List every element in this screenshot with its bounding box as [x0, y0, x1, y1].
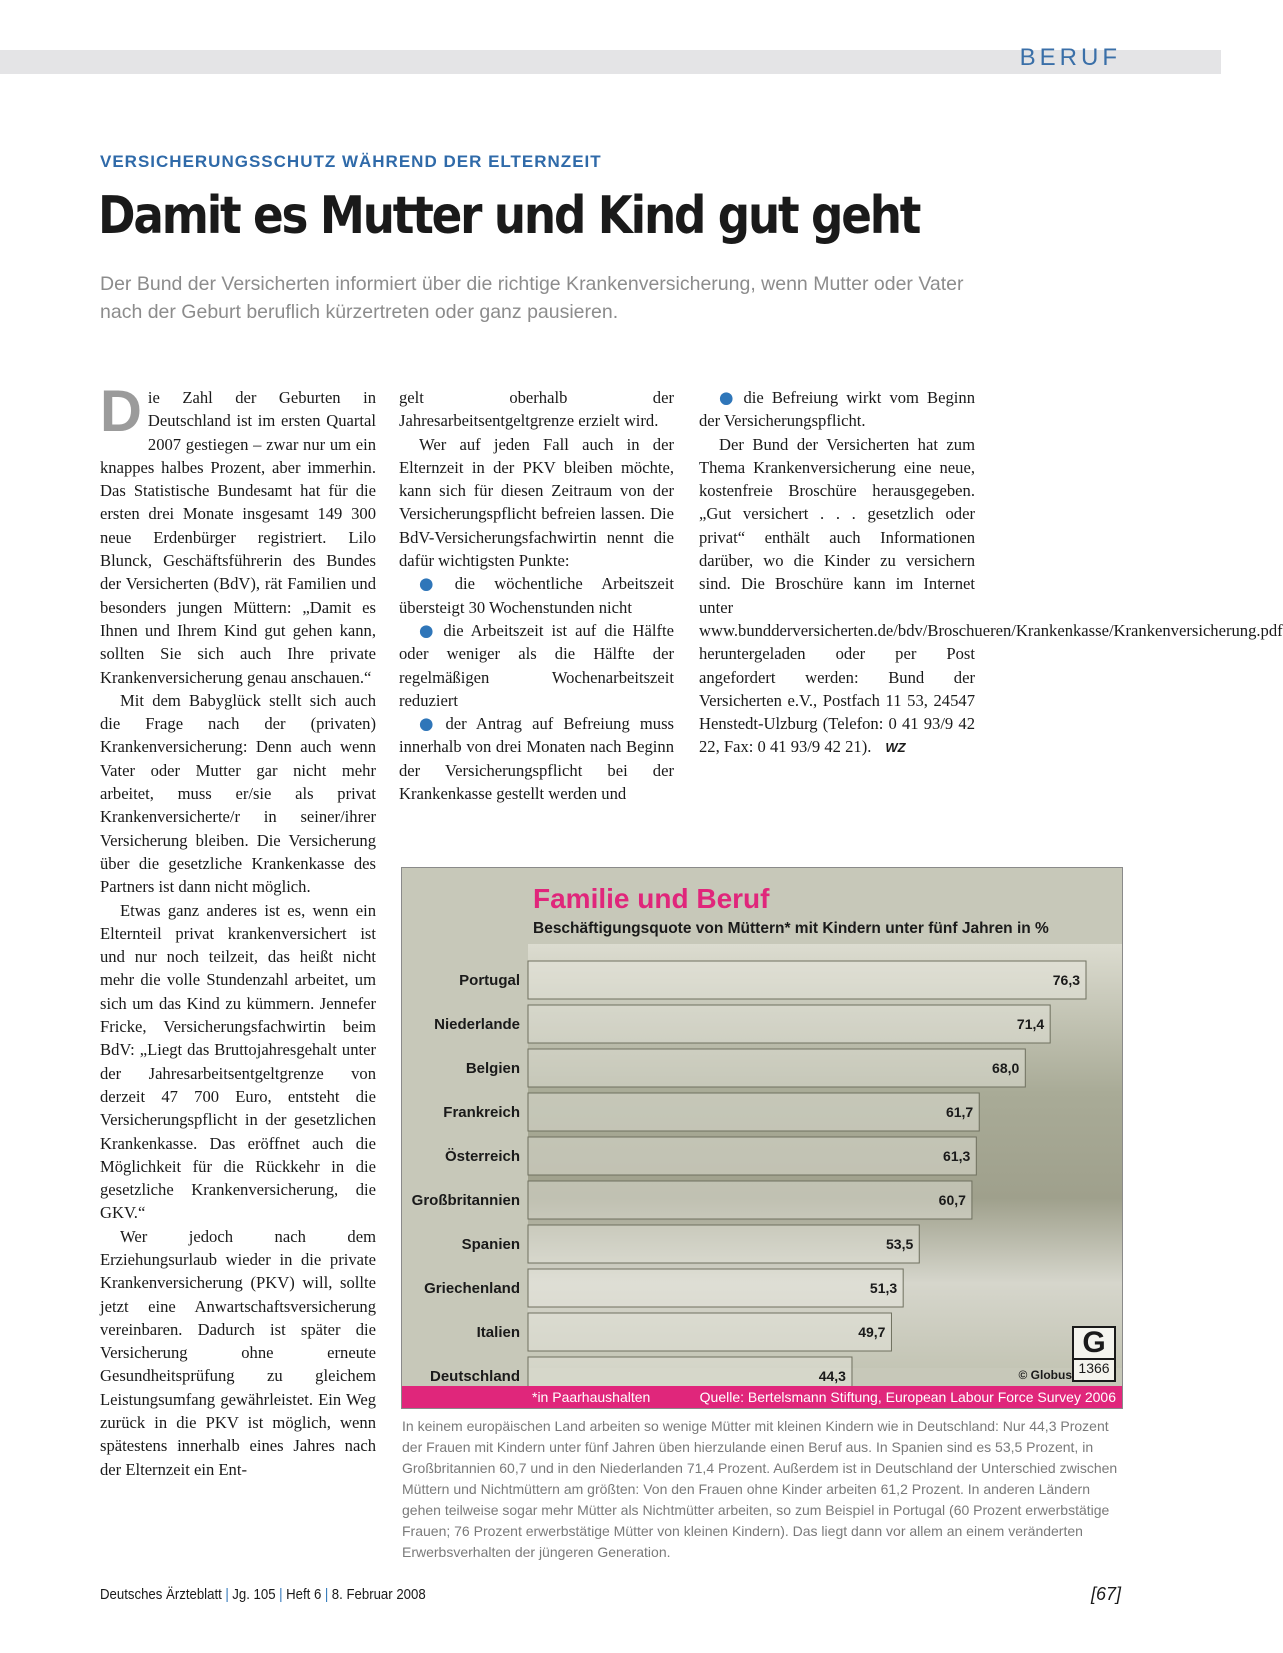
- category-label: Griechenland: [424, 1280, 520, 1297]
- paragraph: Wer auf jeden Fall auch in der Elternzeit in der PKV bleiben möchte, kann sich für diesen Zeitraum von der Versicherungspflicht befreien lassen. Die BdV-Versicherungsfachwirtin nennt die dafür wichtigsten Punkte:: [399, 434, 674, 571]
- paragraph: [100, 379, 376, 689]
- text-column-1: [100, 379, 376, 1481]
- bullet-text: die Arbeitszeit ist auf die Hälfte oder weniger als die Hälfte der regelmäßigen Wochenarbeitszeit reduziert: [399, 620, 675, 710]
- journal-volume: Jg. 105: [232, 1586, 276, 1603]
- bullet-item: [399, 619, 674, 712]
- bar: [528, 961, 1086, 999]
- author-initials: WZ: [885, 740, 906, 756]
- page-number: [67]: [1090, 1584, 1121, 1604]
- bullet-item: [399, 572, 674, 619]
- chart-source: Quelle: Bertelsmann Stiftung, European Labour Force Survey 2006: [699, 1389, 1116, 1405]
- bar: [528, 1181, 972, 1219]
- chart-footnote: *in Paarhaushalten: [532, 1389, 651, 1405]
- bar: [528, 1093, 979, 1131]
- journal-name: Deutsches Ärzteblatt: [100, 1586, 222, 1603]
- category-label: Portugal: [459, 972, 520, 989]
- footer-separator: |: [324, 1586, 329, 1603]
- value-label: 61,7: [945, 1104, 974, 1120]
- value-label: 60,7: [938, 1192, 966, 1208]
- paragraph-text: ie Zahl der Geburten in Deutschland ist im ersten Quartal 2007 gestiegen – zwar nur um ein knappes halbes Prozent, aber immerhin. Das Statistische Bundesamt hat für die ersten drei Monate insgesamt 149 300 neue Erdenbürger registriert. Lilo Blunck, Geschäftsführerin des Bundes der Versicherten (BdV), rät Familien und besonders jungen Müttern: „Damit es Ihnen und Ihrem Kind gut gehen kann, sollten Sie sich auch Ihre private Krankenversicherung genau anschauen.“: [100, 388, 376, 687]
- figure-caption: In keinem europäischen Land arbeiten so wenige Mütter mit kleinen Kindern wie in Deutschland: Nur 44,3 Prozent der Frauen mit Kindern unter fünf Jahren üben hierzulande einen Beruf aus. In Spanien sind es 53,5 Prozent, in Großbritannien 60,7 und in den Niederlanden 71,4 Prozent. Außerdem ist in Deutschland der Unterschied zwischen Müttern und Nichtmüttern am größten: Von den Frauen ohne Kinder arbeiten 61,2 Prozent. In anderen Ländern gehen teilweise sogar mehr Mütter als Nichtmütter arbeiten, so zum Beispiel in Portugal (60 Prozent erwerbstätige Frauen; 76 Prozent erwerbstätige Mütter von kleinen Kindern). Das liegt dann vor allem an einem veränderten Erwerbsverhalten der jüngeren Generation.: [402, 1418, 1118, 1560]
- drop-cap: D: [100, 379, 142, 444]
- bar-chart: [402, 868, 1122, 1408]
- paragraph: Mit dem Babyglück stellt sich auch die Frage nach der (privaten) Krankenversicherung: Denn auch wenn Vater oder Mutter gar nicht mehr arbeitet, muss er/sie als privat Krankenversicherte/r in seiner/ihrer Versicherung bleiben. Die Versicherung über die gesetzliche Krankenkasse des Partners ist dann nicht möglich.: [100, 690, 376, 897]
- value-label: 61,3: [943, 1148, 971, 1164]
- category-label: Frankreich: [443, 1104, 520, 1121]
- bar: [528, 1049, 1025, 1087]
- paragraph: Etwas ganz anderes ist es, wenn ein Elternteil privat krankenversichert ist und nur noch teilzeit, das heißt nicht mehr die volle Stundenzahl arbeitet, um sich um das Kind zu kümmern. Jennefer Fricke, Versicherungsfachwirtin beim BdV: „Liegt das Bruttojahresgehalt unter der Jahresarbeitsentgeltgrenze von derzeit 47 700 Euro, entsteht die Versicherungspflicht in der gesetzlichen Krankenkasse. Das eröffnet auch die Möglichkeit für die Rückkehr in die gesetzliche Krankenversicherung, die GKV.“: [100, 900, 376, 1223]
- globus-logo-letter: G: [1082, 1326, 1106, 1359]
- bullet-text: die Befreiung wirkt vom Beginn der Versicherungspflicht.: [699, 388, 975, 431]
- article-lede: Der Bund der Versicherten informiert über die richtige Krankenversicherung, wenn Mutter oder Vater nach der Geburt beruflich kürzertreten oder ganz pausieren.: [100, 273, 964, 323]
- bar: [528, 1005, 1050, 1043]
- globus-logo: [1072, 1326, 1116, 1382]
- chart-footer-band: [402, 1386, 1122, 1408]
- category-label: Niederlande: [434, 1016, 520, 1033]
- paragraph: Wer jedoch nach dem Erziehungsurlaub wieder in die private Krankenversicherung (PKV) will, sollte jetzt eine Anwartschaftsversicherung vereinbaren. Dadurch ist später die Versicherung ohne erneute Gesundheitsprüfung zu gleichem Leistungsumfang gewährleistet. Ein Weg zurück in die PKV ist möglich, wenn spätestens innerhalb eines Jahres nach der Elternzeit ein Ent-: [100, 1226, 376, 1479]
- text-column-3: [699, 386, 1283, 760]
- bullet-icon: ●: [419, 574, 449, 594]
- chart-figure: [401, 867, 1123, 1409]
- bullet-text: der Antrag auf Befreiung muss innerhalb von drei Monaten nach Beginn der Versicherungspflicht bei der Krankenkasse gestellt werden und: [399, 714, 674, 804]
- paragraph: gelt oberhalb der Jahresarbeitsentgeltgrenze erzielt wird.: [399, 388, 674, 431]
- article-kicker: VERSICHERUNGSSCHUTZ WÄHREND DER ELTERNZEIT: [100, 152, 602, 171]
- globus-number: 1366: [1074, 1358, 1114, 1376]
- footer-separator: |: [279, 1586, 283, 1603]
- value-label: 71,4: [1016, 1016, 1045, 1032]
- footer-separator: |: [225, 1586, 229, 1603]
- value-label: 68,0: [992, 1060, 1020, 1076]
- value-label: 76,3: [1052, 972, 1080, 988]
- paragraph: [699, 433, 1283, 760]
- journal-issue: Heft 6: [286, 1586, 322, 1603]
- bullet-icon: ●: [419, 714, 440, 734]
- category-label: Deutschland: [429, 1368, 520, 1385]
- page-footer: [100, 1586, 426, 1603]
- chart-credit: © Globus: [1018, 1368, 1072, 1382]
- bullet-icon: ●: [719, 388, 738, 407]
- value-label: 53,5: [886, 1236, 914, 1252]
- bullet-text: die wöchentliche Arbeitszeit übersteigt 30 Wochenstunden nicht: [399, 574, 674, 617]
- bullet-item: [399, 712, 674, 805]
- bar: [528, 1137, 976, 1175]
- bar: [528, 1269, 903, 1307]
- paragraph-text: Der Bund der Versicherten hat zum Thema Krankenversicherung eine neue, kostenfreie Broschüre herausgegeben. „Gut versichert . . . gesetzlich oder privat“ enthält auch Informationen darüber, wo die Kinder zu versichern sind. Die Broschüre kann im Internet unter www.bundderversicherten.de/bdv/Broschueren/Krankenkasse/Krankenversicherung.pdf heruntergeladen oder per Post angefordert werden: Bund der Versicherten e.V., Postfach 11 53, 24547 Henstedt-Ulzburg (Telefon: 0 41 93/9 42 22, Fax: 0 41 93/9 42 21).: [699, 434, 1283, 757]
- value-label: 51,3: [869, 1280, 898, 1296]
- category-label: Belgien: [465, 1060, 520, 1077]
- value-label: 44,3: [818, 1368, 846, 1384]
- chart-subtitle: Beschäftigungsquote von Müttern* mit Kindern unter fünf Jahren in %: [533, 920, 1049, 937]
- bar: [528, 1313, 891, 1351]
- value-label: 49,7: [858, 1324, 886, 1340]
- category-label: Spanien: [461, 1236, 520, 1253]
- article-title: Damit es Mutter und Kind gut geht: [98, 186, 920, 246]
- category-label: Italien: [476, 1324, 520, 1341]
- text-column-2: [399, 386, 674, 805]
- bar: [528, 1225, 919, 1263]
- bullet-icon: ●: [419, 620, 438, 640]
- journal-date: 8. Februar 2008: [331, 1586, 426, 1603]
- category-label: Großbritannien: [411, 1192, 520, 1209]
- section-label: BERUF: [1019, 44, 1121, 71]
- chart-title: Familie und Beruf: [533, 883, 770, 914]
- category-label: Österreich: [444, 1148, 520, 1165]
- bullet-item: [699, 386, 975, 433]
